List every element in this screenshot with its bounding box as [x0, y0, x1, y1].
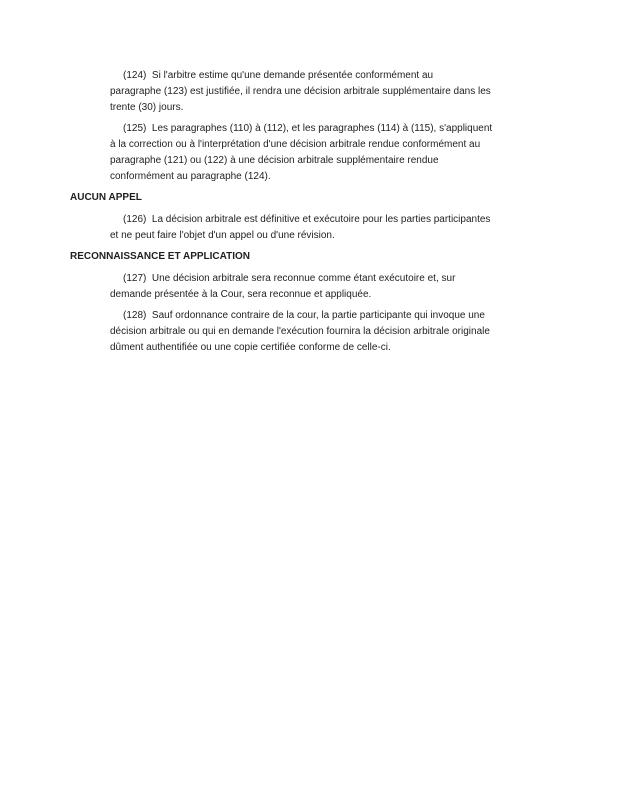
- text-line: conformément au paragraphe (124).: [110, 171, 271, 182]
- text-line: (125) Les paragraphes (110) à (112), et les paragraphes (114) à (115), s'appliquent: [123, 123, 493, 134]
- text-line: (124) Si l'arbitre estime qu'une demande présentée conformément au: [123, 70, 434, 81]
- text-line: décision arbitrale ou qui en demande l'exécution fournira la décision arbitrale originale: [110, 326, 490, 337]
- heading-aucun-appel: AUCUN APPEL: [70, 192, 142, 203]
- text-line: demande présentée à la Cour, sera reconnue et appliquée.: [110, 289, 372, 300]
- paragraph-125: [110, 121, 584, 185]
- text-line: et ne peut faire l'objet d'un appel ou d'une révision.: [110, 230, 335, 241]
- text-line: (127) Une décision arbitrale sera reconnue comme étant exécutoire et, sur: [123, 273, 456, 284]
- paragraph-127: [110, 271, 584, 303]
- paragraph-126: [110, 212, 584, 244]
- text-line: (126) La décision arbitrale est définitive et exécutoire pour les parties participantes: [123, 214, 491, 225]
- paragraph-128: [110, 308, 584, 356]
- text-line: trente (30) jours.: [110, 102, 184, 113]
- text-line: paragraphe (123) est justifiée, il rendra une décision arbitrale supplémentaire dans les: [110, 86, 491, 97]
- text-line: (128) Sauf ordonnance contraire de la cour, la partie participante qui invoque une: [123, 310, 485, 321]
- text-line: dûment authentifiée ou une copie certifiée conforme de celle-ci.: [110, 342, 391, 353]
- paragraph-124: [110, 68, 584, 116]
- heading-reconnaissance-et-application: RECONNAISSANCE ET APPLICATION: [70, 251, 251, 262]
- text-line: paragraphe (121) ou (122) à une décision arbitrale supplémentaire rendue: [110, 155, 439, 166]
- text-line: à la correction ou à l'interprétation d'une décision arbitrale rendue conformément au: [110, 139, 481, 150]
